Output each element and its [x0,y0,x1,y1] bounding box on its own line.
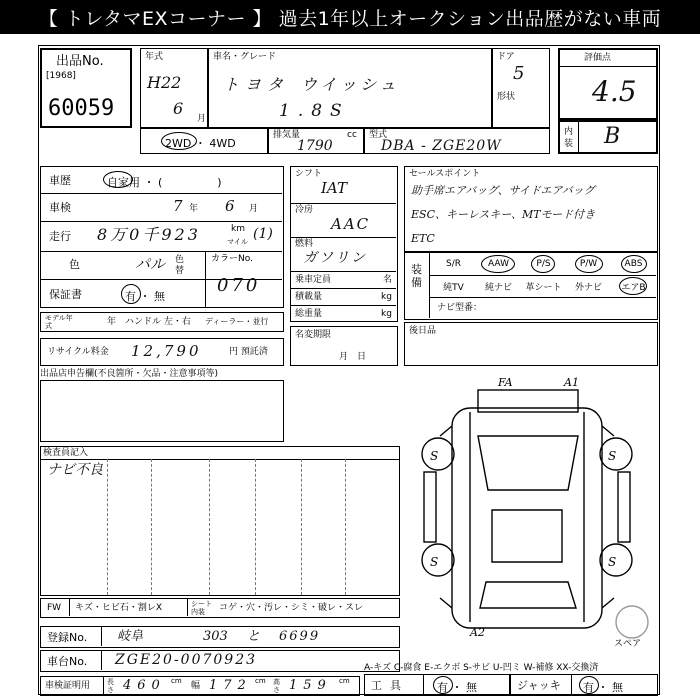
aircon-label: 冷房 [295,205,314,215]
model-code-label: 型式 [369,130,388,140]
mid-spec-table [290,166,398,322]
rear-window-shape [480,582,576,608]
height-value: 159 [289,678,332,693]
displacement-unit: cc [347,130,357,140]
page-header [0,0,700,34]
registration-number: 6699 [279,629,321,644]
height-label: 高さ [273,678,280,694]
recycle-unit: 円 預託済 [229,347,268,357]
lot-number: 60059 [48,96,115,121]
retrofit-box [404,322,658,366]
recycle-value: 12,790 [131,342,202,360]
car-model: ウイッシュ [301,75,400,94]
year-box [140,48,208,128]
equip-aaw-circle [481,255,515,273]
dealer-options: ディーラー・並行 [205,317,269,326]
height-unit: cm [339,677,350,685]
label-s-front-right: S [608,449,617,463]
history-circle [103,171,133,188]
shape-label: 形状 [497,92,516,102]
doors-label: ドア [497,52,515,62]
displacement-box [268,128,364,154]
registration-class: 303 [203,629,228,644]
interior-box [558,120,658,154]
seller-notes-box [40,380,284,442]
interior-label: 内装 [564,127,574,149]
inspection-year-unit: 年 [189,204,199,214]
car-maker: トヨタ [223,75,290,94]
load-label: 積載量 [295,292,323,302]
jack-circle [579,676,599,694]
name-change-label: 名変期限 [295,330,332,340]
equip-ps: P/S [536,259,551,269]
fuel-label: 燃料 [295,239,314,249]
seat-label: シート内装 [191,600,212,616]
fuel-value: ガソリン [303,250,367,266]
width-value: 172 [209,678,252,693]
equip-airbag: エアB [621,282,646,293]
equip-abs-circle [621,255,647,273]
equip-airbag-circle [619,277,647,295]
equip-tv: 純TV [443,282,464,293]
equip-ext-navi: 外ナビ [574,282,602,293]
equip-abs: ABS [624,259,643,269]
header-title: 【 トレタマEXコーナー 】 過去1年以上オークション出品歴がない車両 [38,7,662,30]
drive-circle [161,132,197,150]
spec-table [40,166,284,308]
equip-aaw: AAW [488,259,509,269]
length-unit: cm [171,677,182,685]
year-month-unit: 月 [197,114,207,124]
spare-tire-circle [616,606,648,638]
registration-kana: と [247,629,261,644]
weight-label: 総重量 [295,309,323,319]
sales-point-2: ESC、キーレスキー、MTモード付き [411,208,596,221]
sales-points-box [404,166,658,252]
doors-box [492,48,550,128]
navi-model-label: ナビ型番： [437,303,483,313]
mileage-value: 8万0千923 [97,225,201,244]
year-era: H22 [147,73,182,92]
warranty-label: 保証書 [49,288,82,301]
jack-box [510,674,658,696]
model-year-label: モデル年式 [45,314,73,330]
model-year-unit: 年 [107,317,117,327]
registration-label: 登録No. [47,631,88,644]
mileage-mile: マイル [227,238,248,246]
jack-label: ジャッキ [517,679,561,692]
tools-label: 工具 [371,679,409,692]
registration-region: 岐阜 [117,629,144,644]
score-value: 4.5 [592,75,637,108]
label-fa: FA [498,376,513,389]
damage-legend: A-キズ C-腐食 E-エクボ S-サビ U-凹ミ W-補修 XX-交換済 [364,663,599,673]
score-box [558,48,658,120]
shift-value: IAT [321,179,347,197]
interior-value: B [604,124,621,149]
car-name-box [208,48,492,128]
length-value: 460 [123,678,166,693]
equip-leather: 革シート [525,282,562,293]
roof-shape [492,510,562,562]
sales-point-3: ETC [411,232,435,245]
tools-options: 有 ・ 無 [437,681,477,694]
aircon-value: AAC [331,215,371,233]
equipment-box [404,252,658,320]
recycle-box [40,338,284,366]
year-month: 6 [173,99,184,118]
history-label: 車歴 [49,174,71,187]
color-code-label: カラーNo. [211,254,253,264]
lot-sub-code: [1968] [46,71,76,81]
tools-box [364,674,510,696]
chassis-value: ZGE20-0070923 [115,652,258,668]
inspector-note: ナビ不良 [47,462,103,478]
width-unit: cm [255,677,266,685]
label-s-front-left: S [430,449,439,463]
mileage-note: (1) [253,226,273,242]
retrofit-label: 後日品 [409,326,437,336]
inspection-label: 車検 [49,201,71,214]
color-value: パル [135,255,166,273]
equip-pw: P/W [579,259,598,269]
fw-label: FW [47,603,62,613]
car-name-label: 車名・グレード [213,52,277,62]
name-change-box [290,326,398,366]
seller-notes-label: 出品店申告欄(不良箇所・欠品・注意事項等) [40,369,219,379]
color-label: 色 [69,258,80,271]
warranty-options: 有 ・ 無 [125,290,165,303]
model-code-box [364,128,550,154]
weight-unit: kg [381,309,392,319]
sales-points-label: セールスポイント [409,169,481,179]
car-grade: 1.8S [279,101,350,121]
label-spare: スペア [614,639,642,649]
front-bumper-shape [478,390,578,412]
equip-navi: 純ナビ [484,282,512,293]
sales-point-1: 助手席エアバッグ、サイドエアバッグ [411,184,595,197]
lot-box [40,48,132,128]
seat-items: コゲ・穴・汚レ・シミ・破レ・スレ [219,603,364,613]
width-label: 幅 [191,681,201,691]
drive-options: 2WD ・ 4WD [165,137,236,150]
registration-row [40,626,400,648]
chassis-row [40,650,400,672]
certificate-row [40,676,360,696]
equip-sr: S/R [446,259,461,269]
equip-pw-circle [575,255,603,273]
equipment-label: 装備 [411,263,422,289]
fw-row [40,598,400,618]
inspector-label: 検査員記入 [43,448,89,458]
drive-box [140,128,268,154]
mileage-label: 走行 [49,230,71,243]
displacement-label: 排気量 [273,130,301,140]
fw-items: キズ・ヒビ石・割レX [75,603,162,613]
label-s-rear-left: S [430,555,439,569]
inspector-box [40,446,400,596]
car-body-outline [452,408,602,628]
capacity-label: 乗車定員 [295,275,332,285]
tools-circle [433,676,453,694]
model-code-value: DBA - ZGE20W [381,138,502,154]
doors-value: 5 [513,63,525,84]
inspection-month: 6 [225,197,235,215]
length-label: 長さ [107,678,114,694]
color-change-label: 色替 [175,255,185,276]
name-change-unit: 月 日 [339,352,367,362]
model-year-row [40,312,284,332]
warranty-circle [121,284,141,304]
inspection-month-unit: 月 [249,204,259,214]
certificate-label: 車検証明用 [45,681,91,691]
equip-ps-circle [531,255,555,273]
car-damage-diagram [400,372,660,649]
history-options: 自家用 ・ ( ) [107,176,222,189]
label-s-rear-right: S [608,555,617,569]
chassis-label: 車台No. [47,655,88,668]
load-unit: kg [381,292,392,302]
recycle-label: リサイクル料金 [47,347,109,357]
lot-label: 出品No. [56,54,104,69]
year-label: 年式 [145,52,164,62]
displacement-value: 1790 [297,138,333,154]
handle-options: ハンドル 左・右 [125,317,191,327]
inspection-year: 7 [173,197,183,215]
label-a2: A2 [470,626,485,639]
capacity-unit: 名 [383,275,393,285]
shift-label: シフト [295,169,323,179]
windshield-shape [478,436,578,490]
score-label: 評価点 [584,53,612,63]
label-a1: A1 [564,376,579,389]
jack-options: 有 ・ 無 [583,681,623,694]
color-code: 070 [217,275,261,296]
mileage-km: km [231,224,245,234]
